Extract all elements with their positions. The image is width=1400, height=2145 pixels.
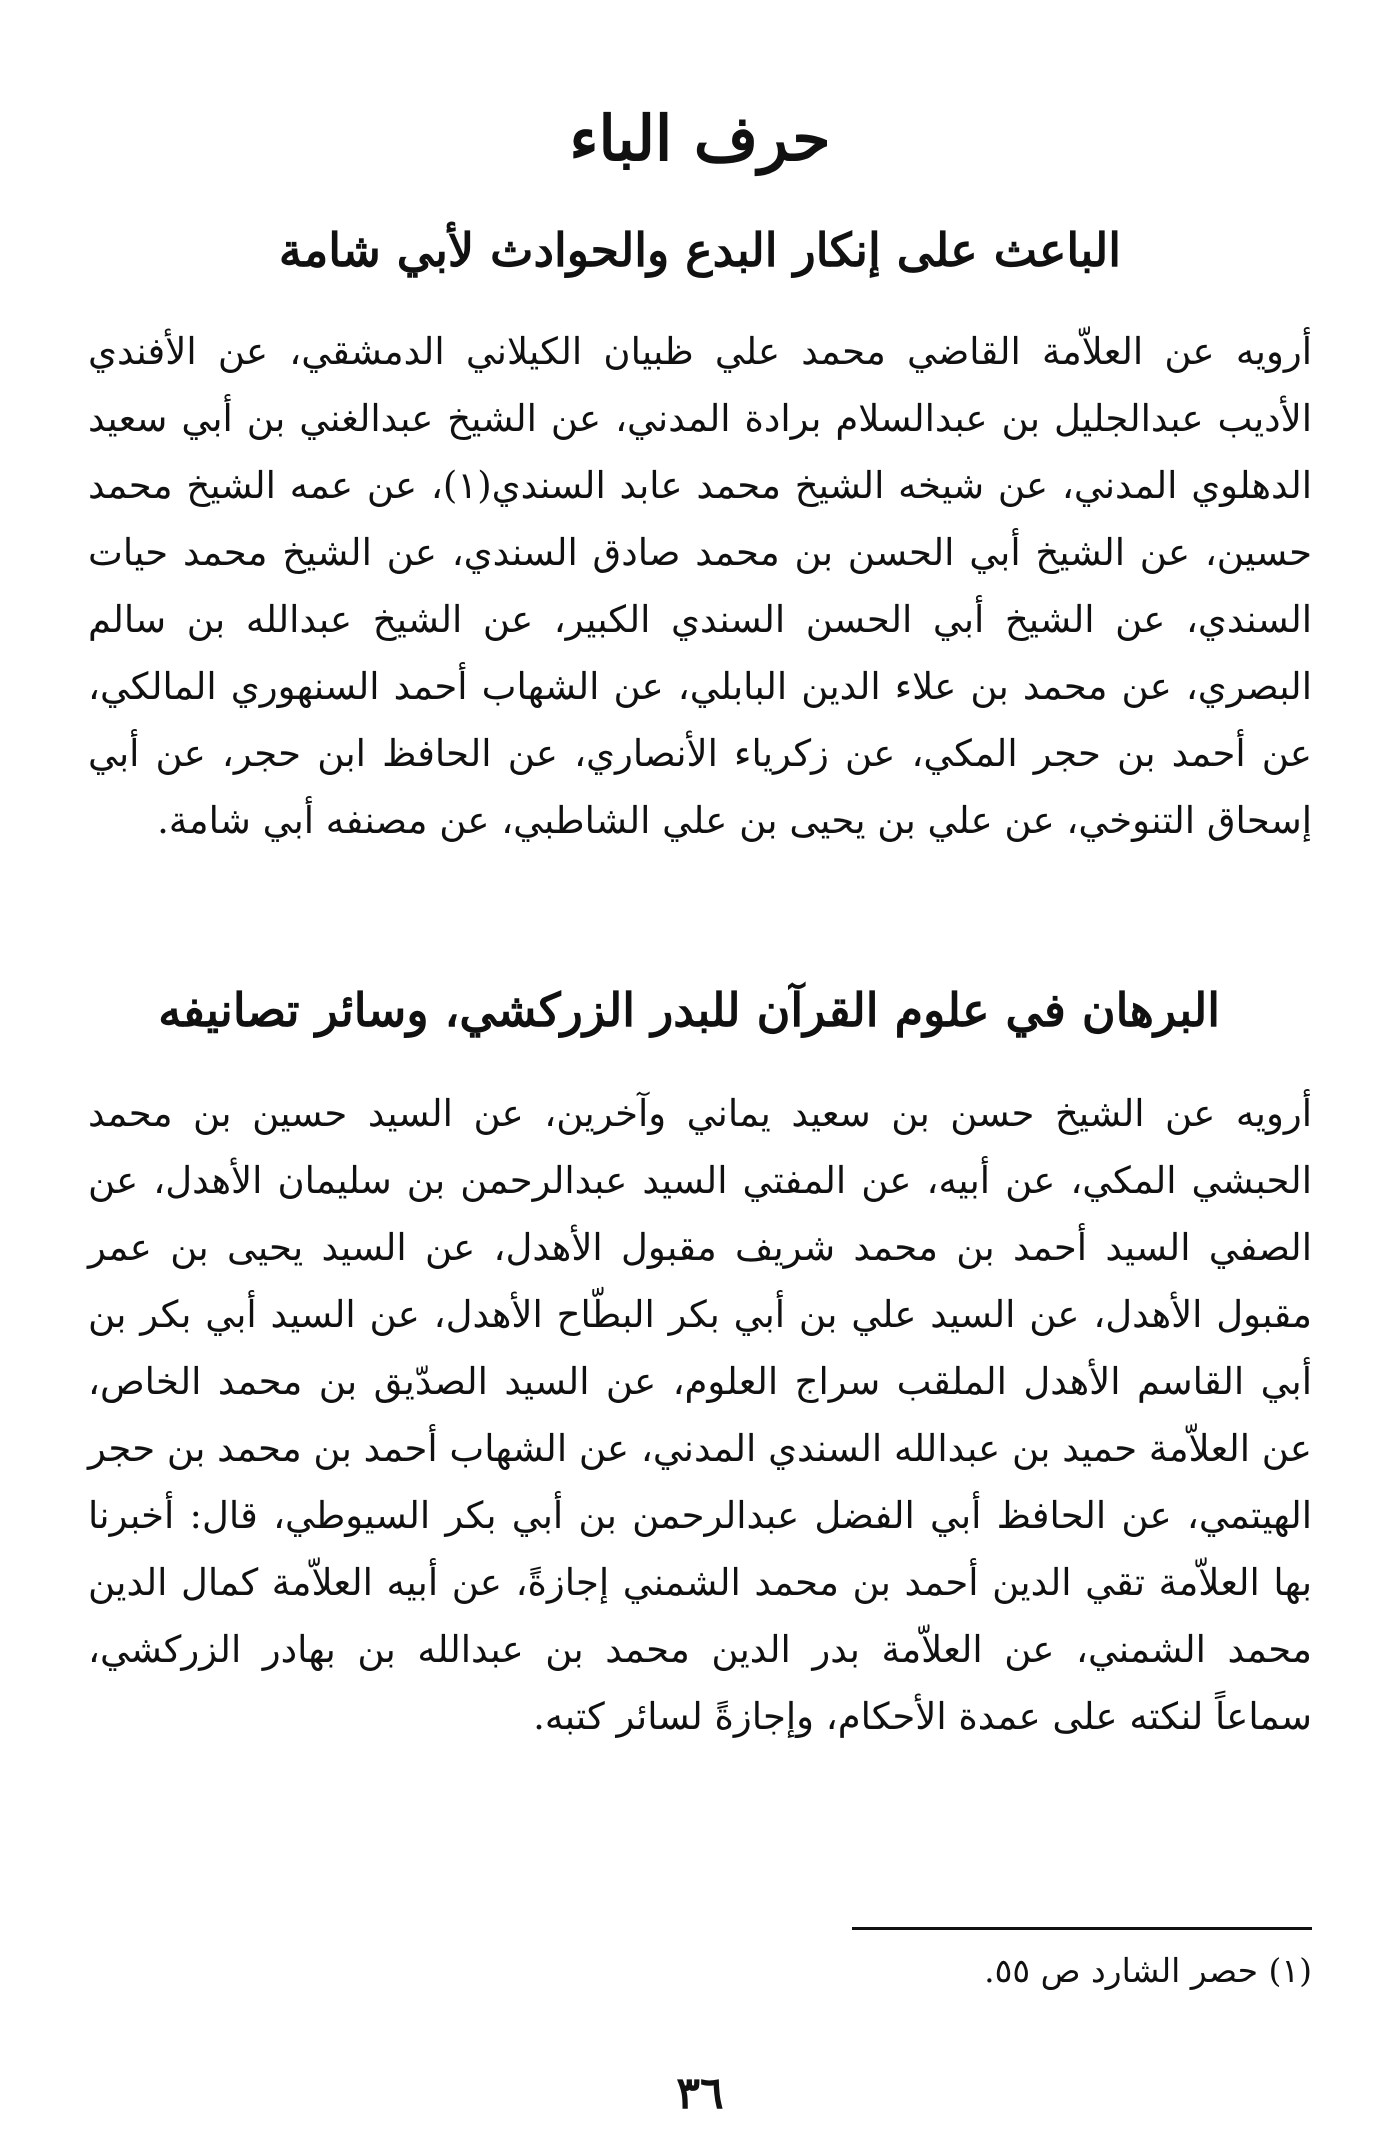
section-title-burhan: البرهان في علوم القرآن للبدر الزركشي، وسائر تصانيفه: [158, 983, 1220, 1037]
footnote: (١) حصر الشارد ص ٥٥.: [984, 1951, 1312, 1990]
section-body-burhan: أرويه عن الشيخ حسن بن سعيد يماني وآخرين، عن السيد حسين بن محمد الحبشي المكي، عن أبيه، عن المفتي السيد عبدالرحمن بن سليمان الأهدل، عن الصفي السيد أحمد بن محمد شريف مقبول الأهدل، عن السيد يحيى بن عمر مقبول الأهدل، عن السيد علي بن أبي بكر البطّاح الأهدل، عن السيد أبي بكر بن أبي القاسم الأهدل الملقب سراج العلوم، عن السيد الصدّيق بن محمد الخاص، عن العلاّمة حميد بن عبدالله السندي المدني، عن الشهاب أحمد بن محمد بن حجر الهيتمي، عن الحافظ أبي الفضل عبدالرحمن بن أبي بكر السيوطي، قال: أخبرنا بها العلاّمة تقي الدين أحمد بن محمد الشمني إجازةً، عن أبيه العلاّمة كمال الدين محمد الشمني، عن العلاّمة بدر الدين محمد بن عبدالله بن بهادر الزركشي، سماعاً لنكته على عمدة الأحكام، وإجازةً لسائر كتبه.: [88, 1092, 1312, 1738]
section-title-baith: الباعث على إنكار البدع والحوادث لأبي شامة: [278, 223, 1122, 277]
page-number: ٣٦: [676, 2068, 724, 2119]
footnote-divider: [852, 1927, 1312, 1930]
chapter-title: حرف الباء: [569, 102, 831, 175]
section-body-baith: أرويه عن العلاّمة القاضي محمد علي ظبيان الكيلاني الدمشقي، عن الأفندي الأديب عبدالجليل بن عبدالسلام برادة المدني، عن الشيخ عبدالغني بن أبي سعيد الدهلوي المدني، عن شيخه الشيخ محمد عابد السندي(١)، عن عمه الشيخ محمد حسين، عن الشيخ أبي الحسن بن محمد صادق السندي، عن الشيخ محمد حيات السندي، عن الشيخ أبي الحسن السندي الكبير، عن الشيخ عبدالله بن سالم البصري، عن محمد بن علاء الدين البابلي، عن الشهاب أحمد السنهوري المالكي، عن أحمد بن حجر المكي، عن زكرياء الأنصاري، عن الحافظ ابن حجر، عن أبي إسحاق التنوخي، عن علي بن يحيى بن علي الشاطبي، عن مصنفه أبي شامة.: [88, 330, 1313, 842]
